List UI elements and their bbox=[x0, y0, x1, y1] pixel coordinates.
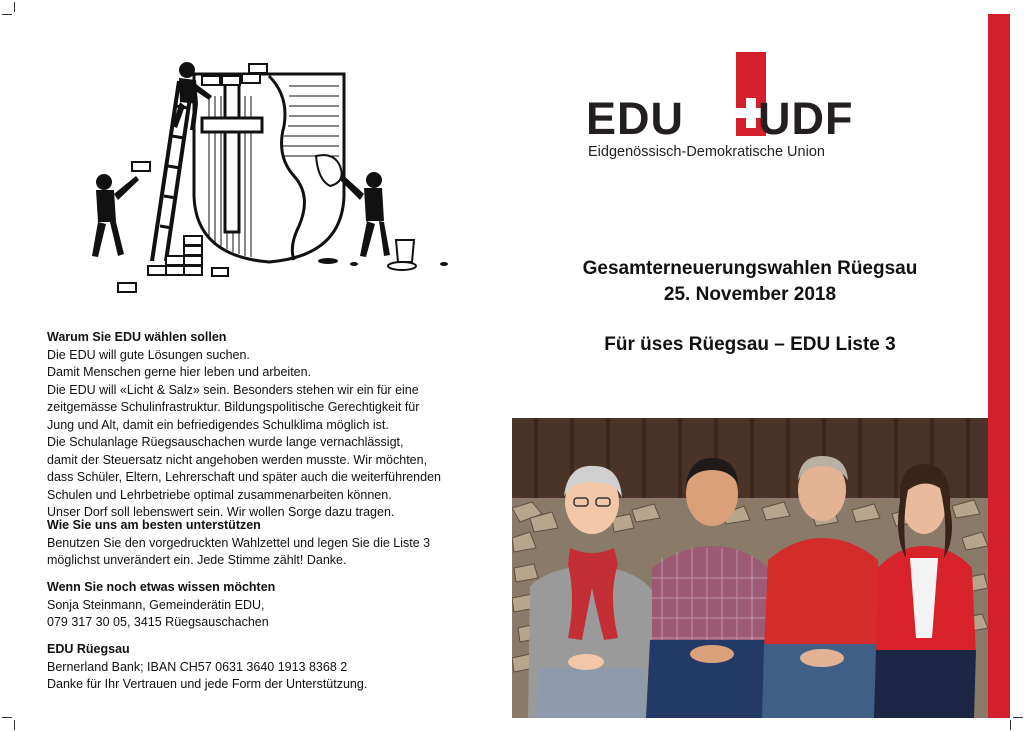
crop-mark-bottom-right-h bbox=[1013, 717, 1023, 718]
thanks-line: Danke für Ihr Vertrauen und jede Form der Unterstützung. bbox=[47, 677, 368, 691]
logo-swiss-cross-vertical bbox=[746, 98, 756, 128]
slogan: Für üses Rüegsau – EDU Liste 3 bbox=[604, 334, 896, 355]
text-line: Die EDU will gute Lösungen suchen. bbox=[47, 347, 250, 362]
section-how-to-support bbox=[47, 517, 487, 570]
logo-word-udf: UDF bbox=[758, 93, 854, 144]
section-title: Wie Sie uns am besten unterstützen bbox=[47, 518, 261, 532]
election-title: Gesamterneuerungswahlen Rüegsau bbox=[582, 258, 918, 279]
text-line: damit der Steuersatz nicht angehoben werden musste. Wir möchten, bbox=[47, 452, 428, 467]
section-bank bbox=[47, 641, 487, 694]
section-contact bbox=[47, 579, 487, 632]
contact-phone-address: 079 317 30 05, 3415 Rüegsauschachen bbox=[47, 615, 269, 629]
contact-name: Sonja Steinmann, Gemeinderätin EDU, bbox=[47, 597, 265, 612]
logo-word-edu: EDU bbox=[586, 93, 685, 144]
text-line: Benutzen Sie den vorgedruckten Wahlzettel und legen Sie die Liste 3 bbox=[47, 535, 431, 550]
text-line: Schulen und Lehrbetriebe optimal zusammenarbeiten können. bbox=[47, 487, 392, 502]
crop-mark-top-left bbox=[14, 2, 15, 12]
logo-subtitle: Eidgenössisch-Demokratische Union bbox=[588, 144, 825, 160]
text-line: zeitgemässe Schulinfrastruktur. Bildungspolitische Gerechtigkeit für bbox=[47, 400, 420, 414]
crop-mark-bottom-left-h bbox=[2, 717, 12, 718]
text-line: Unser Dorf soll lebenswert sein. Wir wollen Sorge dazu tragen. bbox=[47, 505, 395, 519]
crop-mark-bottom-left bbox=[14, 720, 15, 730]
section-title: EDU Rüegsau bbox=[47, 642, 130, 656]
text-line: Die EDU will «Licht & Salz» sein. Besonders stehen wir ein für eine bbox=[47, 382, 419, 397]
text-line: Die Schulanlage Rüegsauschachen wurde lange vernachlässigt, bbox=[47, 435, 404, 449]
edu-udf-logo bbox=[586, 52, 916, 164]
section-why-vote bbox=[47, 329, 487, 522]
crop-mark-top-left-h bbox=[2, 14, 12, 15]
crop-mark-bottom-right bbox=[1010, 720, 1011, 730]
group-photo bbox=[512, 418, 988, 718]
text-line: Damit Menschen gerne hier leben und arbeiten. bbox=[47, 365, 312, 379]
red-accent-bar bbox=[988, 14, 1010, 718]
text-line: Jung und Alt, damit ein befriedigendes Schulklima möglich ist. bbox=[47, 417, 389, 432]
bank-iban: Bernerland Bank; IBAN CH57 0631 3640 1913 8368 2 bbox=[47, 659, 348, 674]
section-title: Warum Sie EDU wählen sollen bbox=[47, 330, 227, 344]
workers-building-coat-of-arms-icon bbox=[84, 56, 454, 301]
election-date: 25. November 2018 bbox=[663, 284, 837, 305]
section-title: Wenn Sie noch etwas wissen möchten bbox=[47, 580, 276, 594]
text-line: dass Schüler, Eltern, Lehrerschaft und später auch die weiterführenden bbox=[47, 470, 441, 484]
text-line: möglichst unverändert ein. Jede Stimme zählt! Danke. bbox=[47, 553, 347, 567]
